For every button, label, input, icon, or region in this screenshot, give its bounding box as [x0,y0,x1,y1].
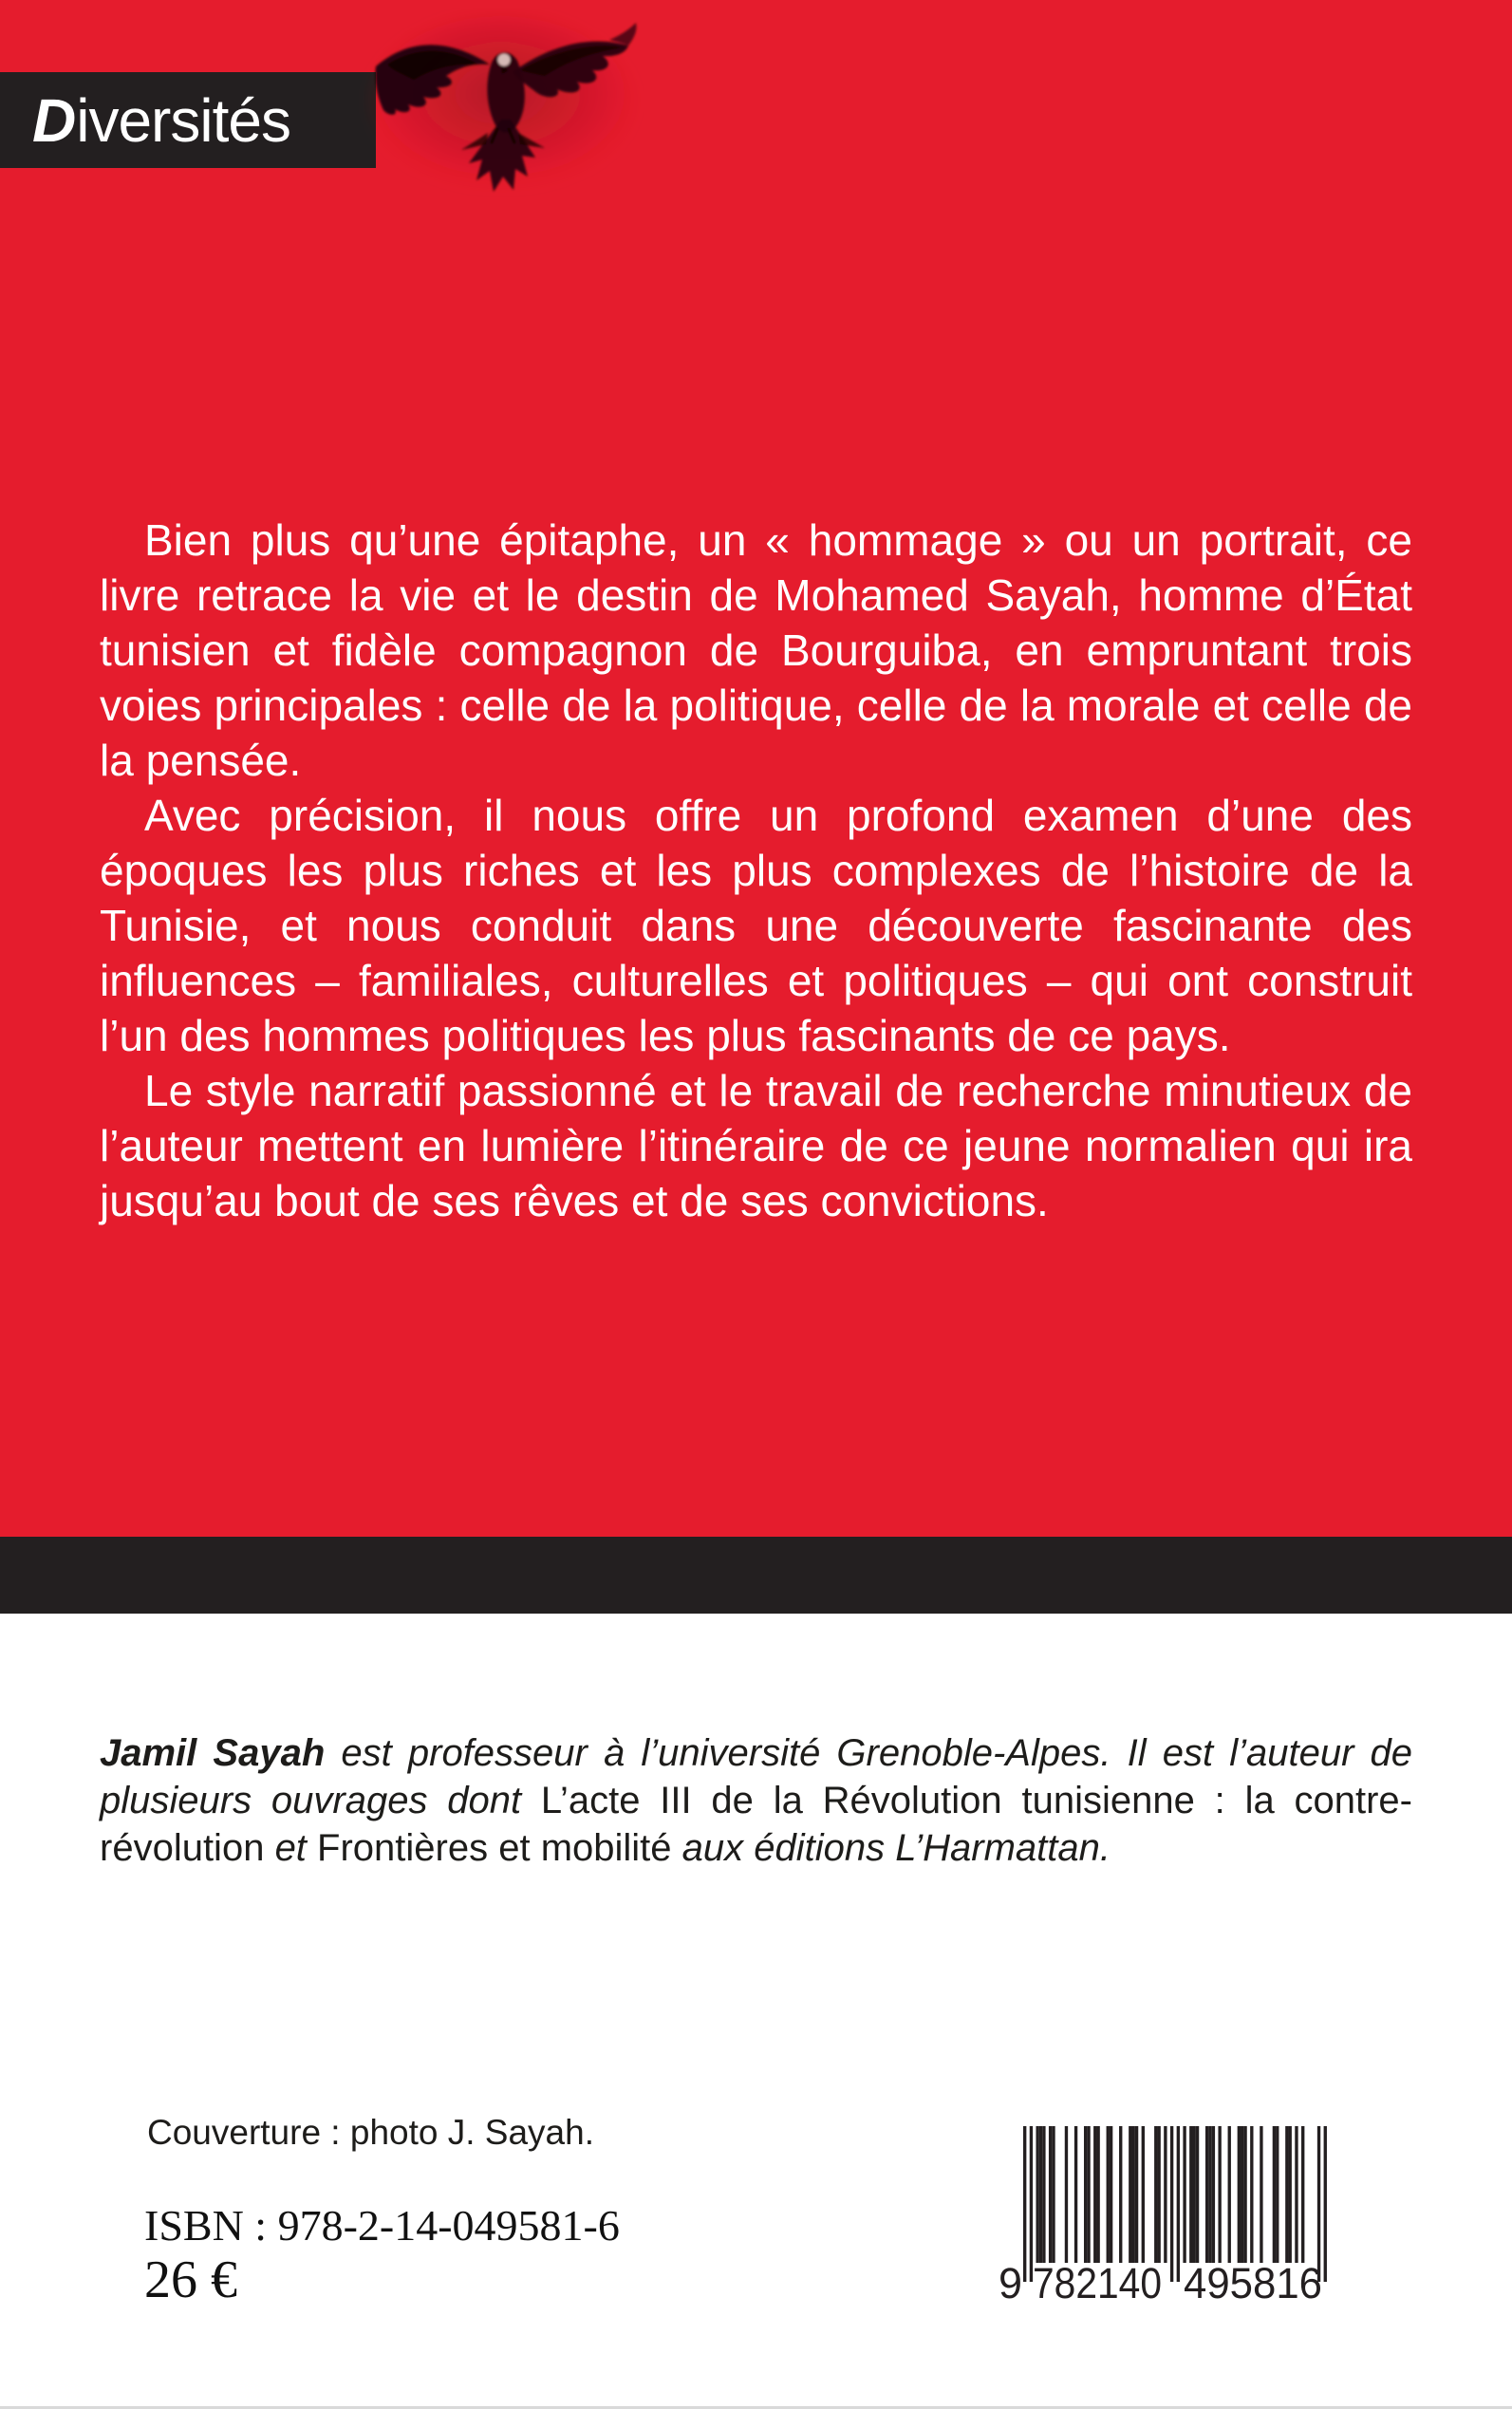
synopsis-paragraph-1: Bien plus qu’une épitaphe, un « hommage » ou un portrait, ce livre retrace la vie et le destin de Mohamed Sayah, homme d’État tunisien et fidèle compagnon de Bourguiba, en empruntant trois voies principales : celle de la politique, celle de la morale et celle de la pensée. [100,515,1412,785]
author-bio [100,1729,1412,1872]
author-name: Jamil Sayah [100,1732,342,1774]
synopsis-text [100,513,1412,1228]
barcode-digits-left: 782140 [1033,2259,1162,2306]
cover-credit: Couverture : photo J. Sayah. [147,2113,594,2152]
price: 26 € [144,2250,237,2309]
divider-band [0,1537,1512,1614]
book-title-2: Frontières et mobilité [317,1827,682,1869]
isbn-line: ISBN : 978-2-14-049581-6 [144,2201,620,2250]
synopsis-paragraph-3: Le style narratif passionné et le travail de recherche minutieux de l’auteur mettent en lumière l’itinéraire de ce jeune normalien qui ira jusqu’au bout de ses rêves et de ses convictions. [100,1066,1412,1225]
bio-segment-2: et [274,1827,318,1869]
bio-segment-1: est professeur à l’université Grenoble-Alpes. Il est l’auteur de plusieurs ouvrages dont [100,1732,1412,1821]
hawk-bird-icon [359,8,644,197]
bio-segment-3: aux éditions L’Harmattan. [681,1827,1111,1869]
collection-initial: D [32,85,76,155]
book-title-1: L’acte III de la Révolution tunisienne : la contre-révolution [100,1780,1412,1869]
collection-banner [0,72,376,168]
synopsis-paragraph-2: Avec précision, il nous offre un profond examen d’une des époques les plus riches et les plus complexes de l’histoire de la Tunisie, et nous conduit dans une découverte fascinante des influences – familiales, culturelles et politiques – qui ont construit l’un des hommes politiques les plus fascinants de ce pays. [100,791,1412,1060]
collection-title [32,85,290,155]
ean13-barcode [997,2126,1331,2306]
barcode-digit-first: 9 [999,2259,1023,2306]
barcode-digits-right: 495816 [1184,2259,1322,2306]
collection-name-rest: iversités [76,85,290,155]
